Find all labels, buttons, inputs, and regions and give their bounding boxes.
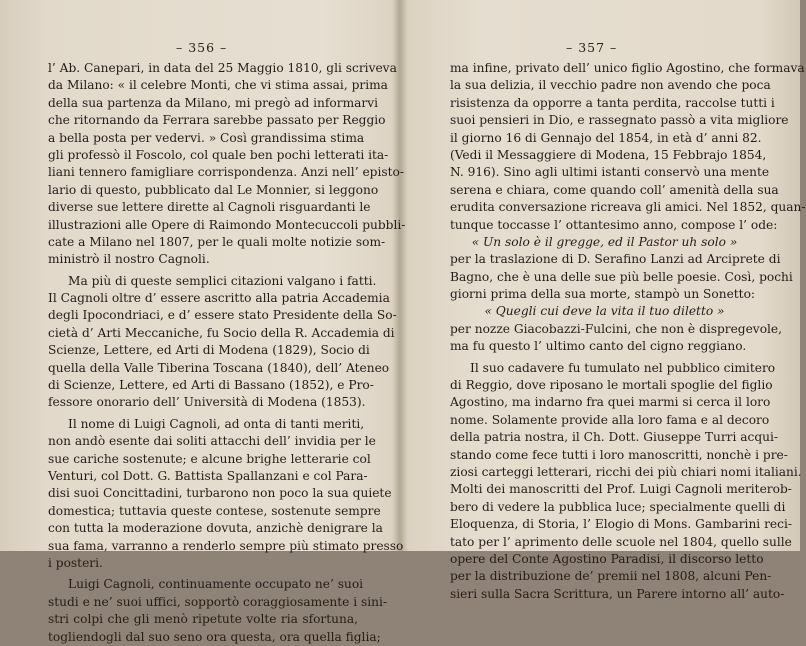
text-line: stri colpi che gli menò ripetute volte ria sfortuna, [48,612,358,627]
text-line: Il suo cadavere fu tumulato nel pubblico cimitero [470,360,776,375]
text-line: Molti dei manoscritti del Prof. Luigi Cagnoli meriterob- [450,482,792,497]
text-line: Bagno, che è una delle sue più belle poesie. Così, pochi [450,269,793,284]
text-line: nome. Solamente provide alla loro fama e al decoro [450,412,770,427]
text-line: di Reggio, dove riposano le mortali spoglie del figlio [450,378,773,393]
text-line: non andò esente dai soliti attacchi dell’ invidia per le [48,434,376,449]
text-line: ziosi carteggi letterari, ricchi dei più chiari nomi italiani. [450,464,802,479]
text-line: gli professò il Foscolo, col quale ben pochi letterati ita- [48,147,389,162]
text-line: Scienze, Lettere, ed Arti di Modena (1829), Socio di [48,343,370,358]
text-line: fessore onorario dell’ Università di Modena (1853). [48,395,366,410]
text-line: degli Ipocondriaci, e d’ essere stato Presidente della So- [48,308,397,323]
text-line: il giorno 16 di Gennajo del 1854, in età d’ anni 82. [450,130,762,145]
text-line: Eloquenza, di Storia, l’ Elogio di Mons. Gambarini reci- [450,517,792,532]
text-line: per la distribuzione de’ premii nel 1808, alcuni Pen- [450,569,772,584]
text-line: ma fu questo l’ ultimo canto del cigno reggiano. [450,339,747,354]
text-line: della sua partenza da Milano, mi pregò ad informarvi [48,95,379,110]
text-line: cate a Milano nel 1807, per le quali molte notizie som- [48,234,386,249]
text-line: domestica; tuttavia queste contese, sostenute sempre [48,503,381,518]
text-line: liani tennero famigliare corrispondenza. Anzi nell’ episto- [48,165,404,180]
text-line: erudita conversazione ricreava gli amici. Nel 1852, quan- [450,200,806,215]
text-line: quella della Valle Tiberina Toscana (1840), dell’ Ateneo [48,360,390,375]
text-line: Il Cagnoli oltre d’ essere ascritto alla patria Accademia [48,291,390,306]
text-line: illustrazioni alle Opere di Raimondo Montecuccoli pubbli- [48,217,406,232]
text-line: Agostino, ma indarno fra quei marmi si cerca il loro [450,395,771,410]
right-page [400,0,806,601]
page-text [48,60,406,646]
text-line: opere del Conte Agostino Paradisi, il discorso letto [450,551,764,566]
text-line: diverse sue lettere dirette al Cagnoli risguardanti le [48,200,371,215]
text-line: N. 916). Sino agli ultimi istanti conservò una mente [450,165,770,180]
text-line: i posteri. [48,555,103,570]
page-text [450,60,806,603]
text-line: per la traslazione di D. Serafino Lanzi ad Arciprete di [450,252,781,267]
text-line: di Scienze, Lettere, ed Arti di Bassano (1852), e Pro- [48,378,374,393]
text-line: della patria nostra, il Ch. Dott. Giuseppe Turri acqui- [450,430,779,445]
text-line: sua fama, varranno a renderlo sempre più stimato presso [48,538,404,553]
text-line: sieri sulla Sacra Scrittura, un Parere intorno all’ auto- [450,586,785,601]
text-line: che ritornando da Ferrara sarebbe passato per Reggio [48,113,386,128]
page-number: – 357 – [566,40,618,55]
text-line: la sua delizia, il vecchio padre non avendo che poca [450,78,771,93]
quoted-verse: « Quegli cui deve la vita il tuo diletto » [484,304,725,319]
text-line: Venturi, col Dott. G. Battista Spallanzani e col Para- [48,468,368,483]
text-line: studi e ne’ suoi uffici, sopportò coraggiosamente i sini- [48,594,388,609]
text-line: da Milano: « il celebre Monti, che vi stima assai, prima [48,78,388,93]
text-line: tunque toccasse l’ ottantesimo anno, compose l’ ode: [450,217,778,232]
text-line: disi suoi Concittadini, turbarono non poco la sua quiete [48,486,392,501]
text-line: risistenza da opporre a tanta perdita, raccolse tutti i [450,95,775,110]
text-line: con tutta la moderazione dovuta, anzichè denigrare la [48,521,383,536]
text-line: tato per l’ aprimento delle scuole nel 1804, quello sulle [450,534,792,549]
text-line: Il nome di Luigi Cagnoli, ad onta di tanti meriti, [68,416,365,431]
text-line: stando come fece tutti i loro manoscritti, nonchè i pre- [450,447,788,462]
text-line: cietà d’ Arti Meccaniche, fu Socio della R. Accademia di [48,325,395,340]
text-line: sue cariche sostenute; e alcune brighe letterarie col [48,451,371,466]
page-number: – 356 – [176,40,228,55]
text-line: bero di vedere la pubblica luce; specialmente quelli di [450,499,786,514]
text-line: Luigi Cagnoli, continuamente occupato ne’ suoi [68,577,364,592]
text-line: per nozze Giacobazzi-Fulcini, che non è dispregevole, [450,321,783,336]
quoted-verse: « Un solo è il gregge, ed il Pastor uh solo » [471,234,738,249]
text-line: (Vedi il Messaggiere di Modena, 15 Febbrajo 1854, [450,147,767,162]
text-line: ma infine, privato dell’ unico figlio Agostino, che formava [450,61,805,75]
text-line: Ma più di queste semplici citazioni valgano i fatti. [68,273,377,288]
text-line: suoi pensieri in Dio, e rassegnato passò a vita migliore [450,113,789,128]
text-line: l’ Ab. Canepari, in data del 25 Maggio 1810, gli scriveva [48,61,397,75]
text-line: lario di questo, pubblicato dal Le Monnier, si leggono [48,182,379,197]
text-line: serena e chiara, come quando coll’ amenità della sua [450,182,779,197]
text-line: togliendogli dal suo seno ora questa, ora quella figlia; [48,629,381,644]
text-line: giorni prima della sua morte, stampò un Sonetto: [450,287,756,302]
text-line: ministrò il nostro Cagnoli. [48,252,210,267]
text-line: a bella posta per vedervi. » Così grandissima stima [48,130,365,145]
